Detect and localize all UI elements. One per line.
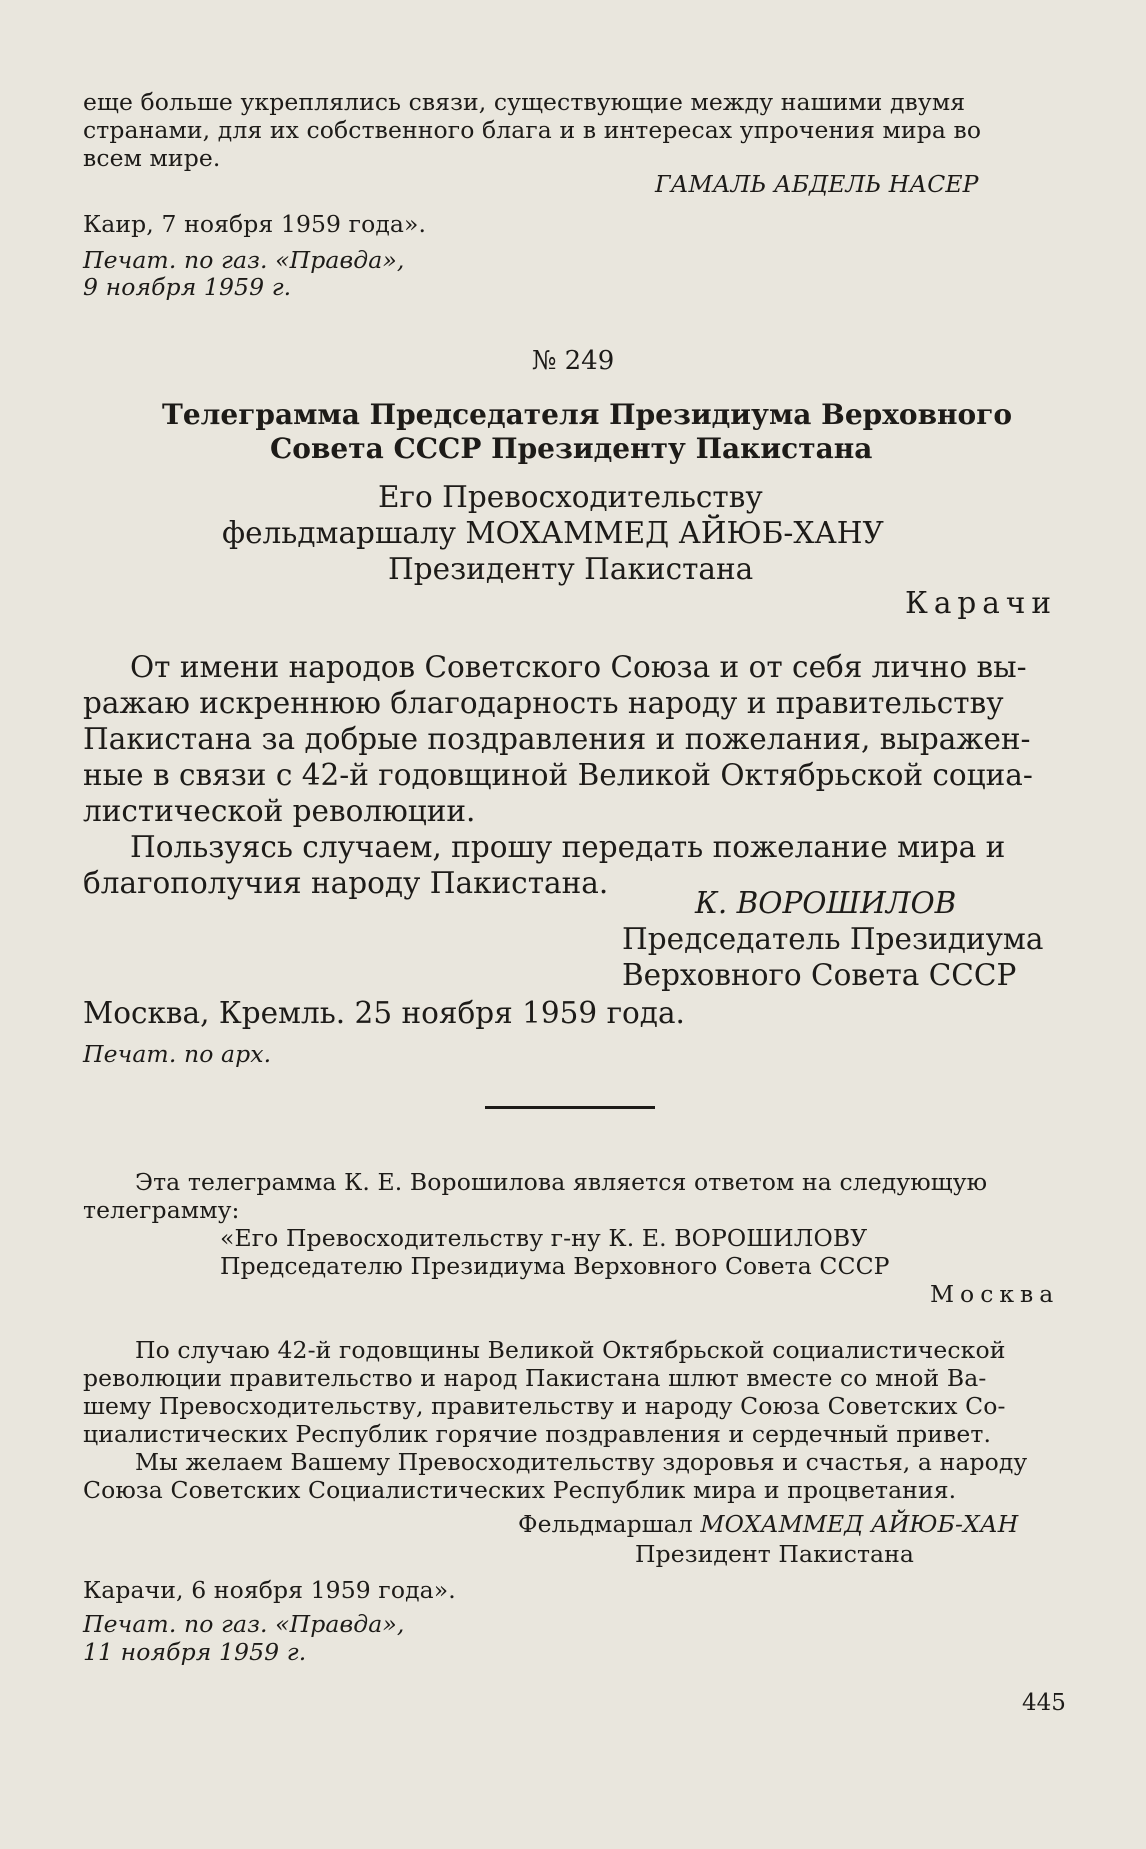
body-line-2: ражаю искреннюю благодарность народу и правительству bbox=[83, 686, 1004, 720]
footnote-source-1: Печат. по газ. «Правда», bbox=[83, 1610, 405, 1638]
prev-letter-line-2: странами, для их собственного блага и в интересах упрочения мира во bbox=[83, 116, 982, 144]
addressee-line-3: Президенту Пакистана bbox=[388, 552, 754, 586]
footnote-signer-title: Президент Пакистана bbox=[635, 1540, 915, 1568]
body-line-5: листической революции. bbox=[83, 794, 476, 828]
footnote-body-3: шему Превосходительству, правительству и народу Союза Советских Со- bbox=[83, 1392, 1006, 1420]
body-line-4: ные в связи с 42-й годовщиной Великой Октябрьской социа- bbox=[83, 758, 1033, 792]
footnote-place-date: Карачи, 6 ноября 1959 года». bbox=[83, 1576, 456, 1604]
document-number: № 249 bbox=[531, 346, 615, 376]
footnote-body-6: Союза Советских Социалистических Республик мира и процветания. bbox=[83, 1476, 957, 1504]
section-divider bbox=[485, 1106, 655, 1109]
prev-letter-signature: ГАМАЛЬ АБДЕЛЬ НАСЕР bbox=[655, 170, 979, 198]
footnote-source-2: 11 ноября 1959 г. bbox=[83, 1638, 307, 1666]
prev-letter-line-3: всем мире. bbox=[83, 144, 221, 172]
page-number: 445 bbox=[1022, 1690, 1066, 1716]
document-place-date: Москва, Кремль. 25 ноября 1959 года. bbox=[83, 996, 685, 1030]
addressee-line-2: фельдмаршалу МОХАММЕД АЙЮБ-ХАНУ bbox=[222, 516, 884, 550]
footnote-intro-1: Эта телеграмма К. Е. Ворошилова является ответом на следующую bbox=[135, 1168, 988, 1196]
body-line-6: Пользуясь случаем, прошу передать пожелание мира и bbox=[130, 830, 1006, 864]
footnote-addressee-2: Председателю Президиума Верховного Совета СССР bbox=[220, 1252, 890, 1280]
city-karachi: Карачи bbox=[905, 586, 1058, 620]
footnote-signature-name: МОХАММЕД АЙЮБ-ХАН bbox=[700, 1510, 1019, 1538]
signer-title-1: Председатель Президиума bbox=[622, 922, 1044, 956]
footnote-body-1: По случаю 42-й годовщины Великой Октябрьской социалистической bbox=[135, 1336, 1006, 1364]
footnote-addressee-1: «Его Превосходительству г-ну К. Е. ВОРОШИЛОВУ bbox=[220, 1224, 868, 1252]
footnote-signature-prefix: Фельдмаршал bbox=[518, 1510, 693, 1538]
footnote-intro-2: телеграмму: bbox=[83, 1196, 240, 1224]
footnote-body-5: Мы желаем Вашему Превосходительству здоровья и счастья, а народу bbox=[135, 1448, 1028, 1476]
prev-letter-source-2: 9 ноября 1959 г. bbox=[83, 273, 292, 301]
prev-letter-line-1: еще больше укреплялись связи, существующие между нашими двумя bbox=[83, 88, 966, 116]
addressee-line-1: Его Превосходительству bbox=[378, 480, 763, 514]
footnote-body-2: революции правительство и народ Пакистана шлют вместе со мной Ва- bbox=[83, 1364, 987, 1392]
document-heading-line-2: Совета СССР Президенту Пакистана bbox=[270, 432, 873, 465]
footnote-city: Москва bbox=[930, 1280, 1060, 1308]
body-line-1: От имени народов Советского Союза и от себя лично вы- bbox=[130, 650, 1027, 684]
document-source: Печат. по арх. bbox=[83, 1040, 272, 1068]
footnote-body-4: циалистических Республик горячие поздравления и сердечный привет. bbox=[83, 1420, 992, 1448]
signature-voroshilov: К. ВОРОШИЛОВ bbox=[695, 886, 957, 920]
body-line-3: Пакистана за добрые поздравления и пожелания, выражен- bbox=[83, 722, 1031, 756]
prev-letter-source-1: Печат. по газ. «Правда», bbox=[83, 246, 405, 274]
prev-letter-place-date: Каир, 7 ноября 1959 года». bbox=[83, 210, 427, 238]
document-heading-line-1: Телеграмма Председателя Президиума Верховного bbox=[162, 398, 1013, 431]
signer-title-2: Верховного Совета СССР bbox=[622, 958, 1017, 992]
body-line-7: благополучия народу Пакистана. bbox=[83, 866, 609, 900]
footnote-signature bbox=[518, 1510, 1018, 1538]
